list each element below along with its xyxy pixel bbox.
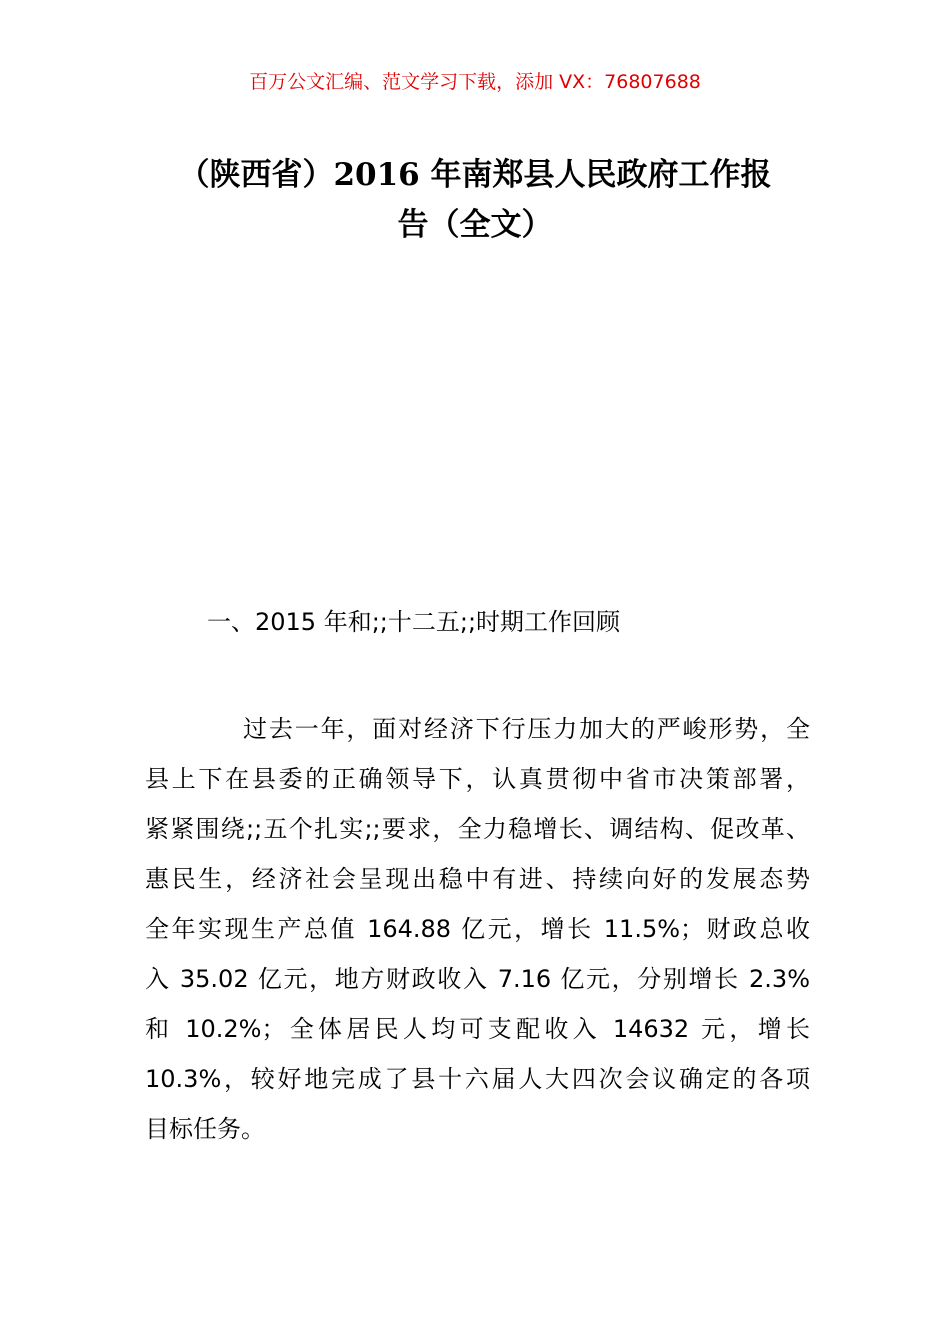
paragraph-line: 过去一年，面对经济下行压力加大的严峻形势，全	[243, 715, 810, 743]
paragraph-line: 和 10.2%；全体居民人均可支配收入 14632 元，增长	[145, 1015, 810, 1043]
document-title-line-2: 告（全文）	[397, 207, 553, 243]
paragraph-line: 10.3%，较好地完成了县十六届人大四次会议确定的各项	[145, 1065, 810, 1093]
document-title-line-1: （陕西省）2016 年南郑县人民政府工作报	[178, 157, 772, 193]
header-watermark-note: 百万公文汇编、范文学习下载，添加 VX：76807688	[249, 71, 701, 93]
paragraph-line: 目标任务。	[145, 1115, 265, 1143]
body-paragraph	[145, 704, 810, 1154]
document-title	[140, 150, 810, 250]
paragraph-line: 入 35.02 亿元，地方财政收入 7.16 亿元，分别增长 2.3%	[145, 965, 810, 993]
paragraph-line: 县上下在县委的正确领导下，认真贯彻中省市决策部署，	[145, 765, 810, 793]
paragraph-line: 全年实现生产总值 164.88 亿元，增长 11.5%；财政总收	[145, 915, 810, 943]
paragraph-line: 惠民生，经济社会呈现出稳中有进、持续向好的发展态势	[145, 865, 810, 893]
paragraph-line: 紧紧围绕;;五个扎实;;要求，全力稳增长、调结构、促改革、	[145, 815, 810, 843]
section-heading: 一、2015 年和;;十二五;;时期工作回顾	[207, 608, 621, 636]
